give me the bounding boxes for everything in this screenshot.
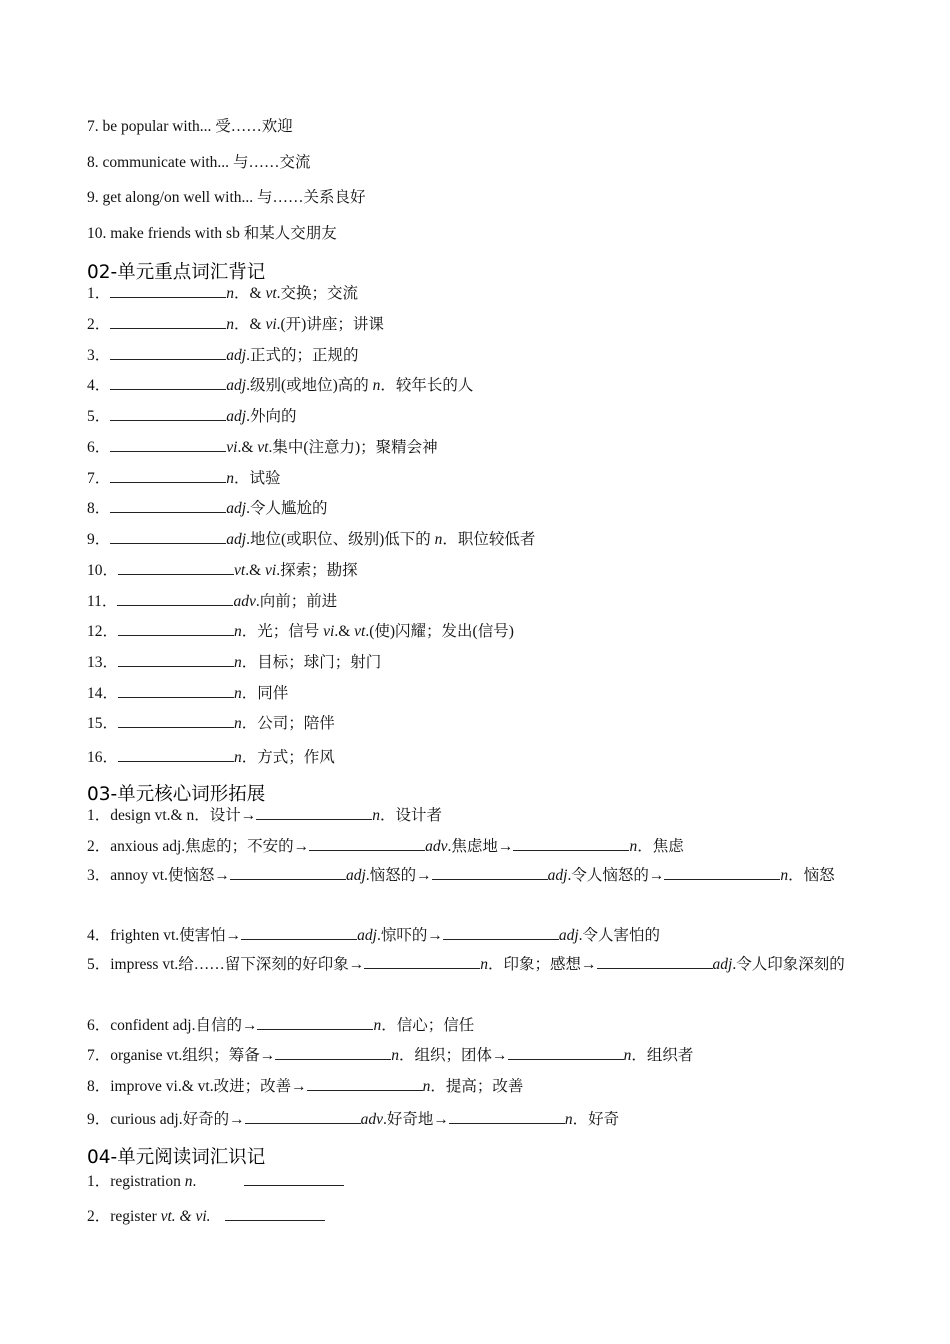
phrase-en: 9. get along/on well with... xyxy=(87,189,254,206)
answer-blank[interactable] xyxy=(307,1075,423,1091)
answer-blank[interactable] xyxy=(244,1170,344,1186)
section-heading: 02-单元重点词汇背记 xyxy=(87,262,266,283)
vocab-item: 10． vt.& vi.探索；勘探 xyxy=(87,559,358,581)
reading-item: 1．registration n. xyxy=(87,1170,344,1192)
phrase-en: 7. be popular with... xyxy=(87,118,212,135)
answer-blank[interactable] xyxy=(275,1044,391,1060)
phrase-en: 10. make friends with sb xyxy=(87,225,240,242)
answer-blank[interactable] xyxy=(257,1014,373,1030)
phrase-cn: 与……交流 xyxy=(232,154,311,171)
vocab-item: 14． n．同伴 xyxy=(87,682,288,704)
answer-blank[interactable] xyxy=(241,924,357,940)
answer-blank[interactable] xyxy=(225,1205,325,1221)
section-heading: 03-单元核心词形拓展 xyxy=(87,784,266,805)
section-heading: 04-单元阅读词汇识记 xyxy=(87,1147,266,1168)
wordform-item: 4．frighten vt.使害怕→ adj.惊吓的→ adj.令人害怕的 xyxy=(87,924,660,946)
wordform-item: 8．improve vi.& vt.改进；改善→ n．提高；改善 xyxy=(87,1075,523,1097)
answer-blank[interactable] xyxy=(432,864,548,880)
answer-blank[interactable] xyxy=(364,953,480,969)
vocab-item: 1． n．& vt.交换；交流 xyxy=(87,282,358,304)
vocab-item: 15． n．公司；陪伴 xyxy=(87,712,335,734)
phrase-cn: 和某人交朋友 xyxy=(243,225,337,242)
answer-blank[interactable] xyxy=(597,953,713,969)
vocab-item: 12． n．光；信号 vi.& vt.(使)闪耀；发出(信号) xyxy=(87,620,514,642)
answer-blank[interactable] xyxy=(118,651,234,667)
answer-blank[interactable] xyxy=(118,712,234,728)
vocab-item: 11． adv.向前；前进 xyxy=(87,590,337,612)
answer-blank[interactable] xyxy=(110,528,226,544)
vocab-item: 4． adj.级别(或地位)高的 n．较年长的人 xyxy=(87,374,473,396)
vocab-item: 16． n．方式；作风 xyxy=(87,746,335,768)
answer-blank[interactable] xyxy=(110,313,226,329)
answer-blank[interactable] xyxy=(508,1044,624,1060)
vocab-item: 9． adj.地位(或职位、级别)低下的 n．职位较低者 xyxy=(87,528,535,550)
answer-blank[interactable] xyxy=(110,282,226,298)
vocab-item: 5． adj.外向的 xyxy=(87,405,296,427)
phrase-line xyxy=(87,117,293,137)
wordform-item: 3．annoy vt.使恼怒→ adj.恼怒的→ adj.令人恼怒的→ n．恼怒 xyxy=(87,862,862,890)
vocab-item: 2． n．& vi.(开)讲座；讲课 xyxy=(87,313,384,335)
answer-blank[interactable] xyxy=(110,344,226,360)
vocab-item: 8． adj.令人尴尬的 xyxy=(87,497,327,519)
wordform-item: 2．anxious adj.焦虑的；不安的→ adv.焦虑地→ n．焦虑 xyxy=(87,835,684,857)
vocab-item: 3． adj.正式的；正规的 xyxy=(87,344,358,366)
phrase-cn: 与……关系良好 xyxy=(257,189,366,206)
vocab-item: 13． n．目标；球门；射门 xyxy=(87,651,381,673)
answer-blank[interactable] xyxy=(256,804,372,820)
answer-blank[interactable] xyxy=(118,559,234,575)
answer-blank[interactable] xyxy=(110,374,226,390)
phrase-line xyxy=(87,188,366,208)
answer-blank[interactable] xyxy=(118,620,234,636)
phrase-cn: 受……欢迎 xyxy=(215,118,293,135)
answer-blank[interactable] xyxy=(449,1108,565,1124)
answer-blank[interactable] xyxy=(309,835,425,851)
answer-blank[interactable] xyxy=(110,405,226,421)
phrase-en: 8. communicate with... xyxy=(87,154,230,171)
answer-blank[interactable] xyxy=(110,497,226,513)
wordform-item: 5．impress vt.给……留下深刻的好印象→ n．印象；感想→ adj.令人印象深刻的 xyxy=(87,951,862,979)
answer-blank[interactable] xyxy=(664,864,780,880)
answer-blank[interactable] xyxy=(118,682,234,698)
answer-blank[interactable] xyxy=(118,746,234,762)
reading-item: 2．register vt. & vi. xyxy=(87,1205,325,1227)
wordform-item: 7．organise vt.组织；筹备→ n．组织；团体→ n．组织者 xyxy=(87,1044,693,1066)
phrase-line xyxy=(87,153,310,173)
vocab-item: 6． vi.& vt.集中(注意力)；聚精会神 xyxy=(87,436,438,458)
phrase-line xyxy=(87,224,337,244)
answer-blank[interactable] xyxy=(110,467,226,483)
wordform-item: 6．confident adj.自信的→ n．信心；信任 xyxy=(87,1014,474,1036)
answer-blank[interactable] xyxy=(443,924,559,940)
answer-blank[interactable] xyxy=(230,864,346,880)
answer-blank[interactable] xyxy=(110,436,226,452)
answer-blank[interactable] xyxy=(245,1108,361,1124)
answer-blank[interactable] xyxy=(513,835,629,851)
wordform-item: 1．design vt.& n．设计→ n．设计者 xyxy=(87,804,442,826)
vocab-item: 7． n．试验 xyxy=(87,467,281,489)
answer-blank[interactable] xyxy=(117,590,233,606)
wordform-item: 9．curious adj.好奇的→ adv.好奇地→ n．好奇 xyxy=(87,1108,619,1130)
